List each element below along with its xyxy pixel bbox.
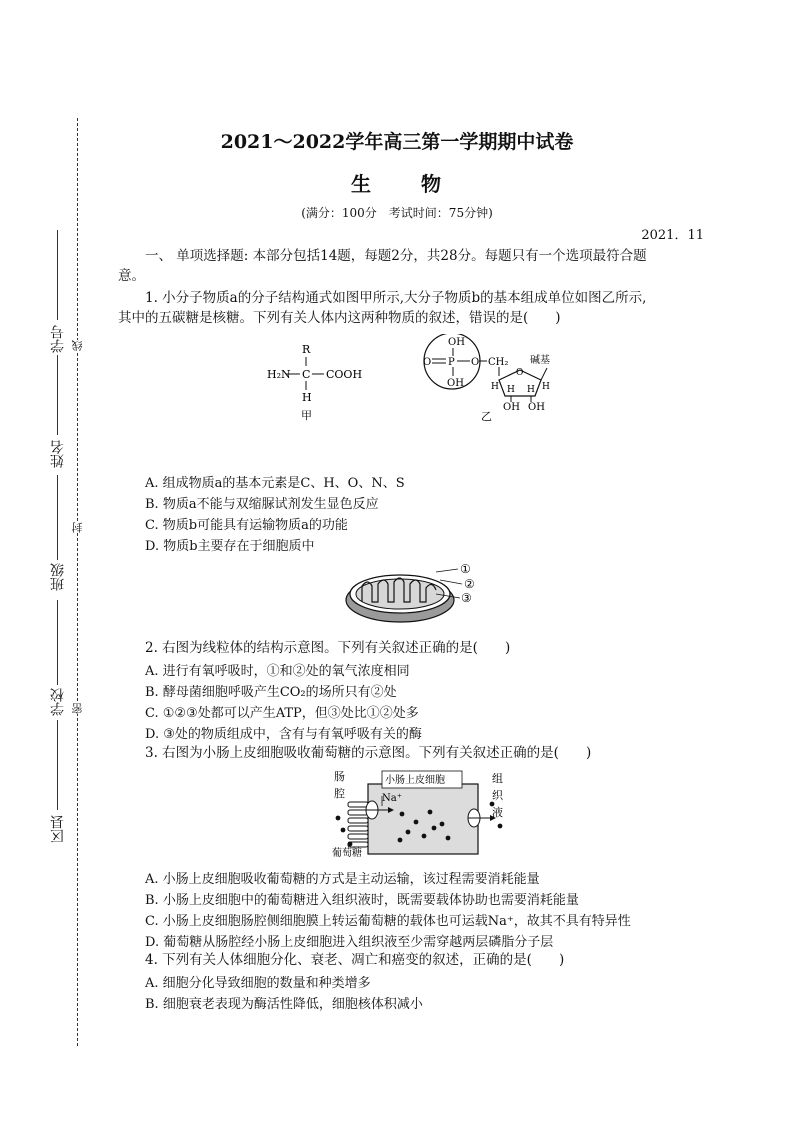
mito-label-3: ③ — [461, 591, 472, 605]
yi-label: 乙 — [481, 410, 492, 423]
q1-option-b: B. 物质a不能与双缩脲试剂发生显色反应 — [145, 497, 379, 512]
q3-na: Na⁺ — [382, 793, 402, 804]
school-underline[interactable] — [57, 600, 58, 685]
q3-option-a: A. 小肠上皮细胞吸收葡萄糖的方式是主动运输，该过程需要消耗能量 — [145, 872, 540, 887]
school-label: 学校 — [50, 688, 66, 716]
jia-c: C — [302, 368, 311, 381]
yi-p: P — [448, 357, 455, 368]
q4-option-b: B. 细胞衰老表现为酶活性降低，细胞核体积减小 — [145, 997, 423, 1012]
q4-stem: 4. 下列有关人体细胞分化、衰老、凋亡和癌变的叙述，正确的是( ) — [145, 952, 565, 968]
jia-r: R — [302, 343, 311, 356]
q1-option-a: A. 组成物质a的基本元素是C、H、O、N、S — [145, 476, 405, 491]
seal-char-seal: 封 — [71, 522, 84, 533]
seal-char-line: 线 — [71, 340, 84, 351]
seal-char-close: 密 — [71, 703, 84, 714]
q2-option-b: B. 酵母菌细胞呼吸产生CO₂的场所只有②处 — [145, 685, 397, 700]
yi-o-eq: O — [423, 357, 432, 368]
class-label: 班级 — [50, 563, 66, 591]
yi-h4: H — [542, 382, 550, 392]
mito-label-1: ① — [460, 562, 471, 576]
q3-stem: 3. 右图为小肠上皮细胞吸收葡萄糖的示意图。下列有关叙述正确的是( ) — [145, 745, 592, 761]
q2-figure-mitochondrion — [340, 558, 490, 630]
student-id-label: 学号 — [50, 325, 66, 353]
q3-tissue-1: 组 — [492, 772, 503, 785]
q2-option-a: A. 进行有氧呼吸时，①和②处的氧气浓度相同 — [145, 664, 410, 679]
name-label: 姓名 — [50, 440, 66, 468]
q1-figure-amino-acid — [260, 340, 380, 422]
yi-oh-top: OH — [448, 337, 465, 348]
jia-h: H — [302, 391, 312, 404]
q3-lumen-2: 腔 — [334, 787, 345, 800]
q3-option-c: C. 小肠上皮细胞肠腔侧细胞膜上转运葡萄糖的载体也可运载Na⁺，故其不具有特异性 — [145, 914, 631, 929]
section-heading-line2: 意。 — [118, 268, 145, 284]
q1-option-c: C. 物质b可能具有运输物质a的功能 — [145, 518, 348, 533]
jia-cooh: COOH — [326, 368, 363, 381]
name-underline[interactable] — [57, 355, 58, 435]
yi-h1: H — [491, 382, 499, 392]
yi-ch2: CH₂ — [488, 357, 509, 368]
q3-lumen-1: 肠 — [334, 770, 345, 783]
q3-option-d: D. 葡萄糖从肠腔经小肠上皮细胞进入组织液至少需穿越两层磷脂分子层 — [145, 935, 554, 950]
exam-date: 2021．11 — [641, 228, 704, 243]
q1-option-d: D. 物质b主要存在于细胞质中 — [145, 539, 315, 554]
district-label: 区县 — [50, 815, 66, 843]
exam-meta: (满分：100分 考试时间：75分钟) — [301, 206, 493, 220]
q1-stem-line1: 1. 小分子物质a的分子结构通式如图甲所示,大分子物质b的基本组成单位如图乙所示, — [145, 290, 647, 306]
yi-base: 碱基 — [530, 355, 550, 366]
binding-line — [77, 118, 78, 1046]
q2-stem: 2. 右图为线粒体的结构示意图。下列有关叙述正确的是( ) — [145, 640, 511, 656]
q3-tissue-3: 液 — [492, 806, 503, 819]
q3-cell-label: 小肠上皮细胞 — [385, 775, 445, 786]
section-heading-line1: 一、 单项选择题: 本部分包括14题，每题2分，共28分。每题只有一个选项最符合题 — [145, 248, 647, 264]
yi-oh-a: OH — [503, 402, 520, 413]
yi-ring-o: O — [516, 368, 524, 378]
q2-option-c: C. ①②③处都可以产生ATP，但③处比①②处多 — [145, 706, 419, 721]
yi-h3: H — [527, 385, 535, 395]
district-underline[interactable] — [57, 720, 58, 810]
yi-o-link: O — [471, 357, 480, 368]
exam-title: 2021～2022学年高三第一学期期中试卷 — [220, 131, 574, 153]
yi-oh-b: OH — [528, 402, 545, 413]
jia-label: 甲 — [301, 409, 312, 422]
subject-char-2: 物 — [421, 172, 443, 196]
class-underline[interactable] — [57, 475, 58, 560]
mito-label-2: ② — [464, 577, 475, 591]
q1-stem-line2: 其中的五碳糖是核糖。下列有关人体内这两种物质的叙述，错误的是( ) — [118, 310, 561, 326]
q3-glucose: 葡萄糖 — [332, 848, 362, 858]
yi-oh-bottom: OH — [447, 378, 464, 389]
subject-char-1: 生 — [351, 172, 373, 196]
q3-option-b: B. 小肠上皮细胞中的葡萄糖进入组织液时，既需要载体协助也需要消耗能量 — [145, 893, 579, 908]
student-id-underline[interactable] — [57, 230, 58, 320]
q4-option-a: A. 细胞分化导致细胞的数量和种类增多 — [145, 976, 371, 991]
subject-title — [0, 168, 794, 197]
q2-option-d: D. ③处的物质组成中，含有与有氧呼吸有关的酶 — [145, 727, 422, 742]
yi-h2: H — [507, 385, 515, 395]
q3-figure-intestinal-cell — [330, 766, 515, 858]
jia-h2n: H₂N — [267, 368, 291, 381]
q3-tissue-2: 织 — [492, 789, 503, 802]
q1-figure-nucleotide — [415, 334, 565, 426]
